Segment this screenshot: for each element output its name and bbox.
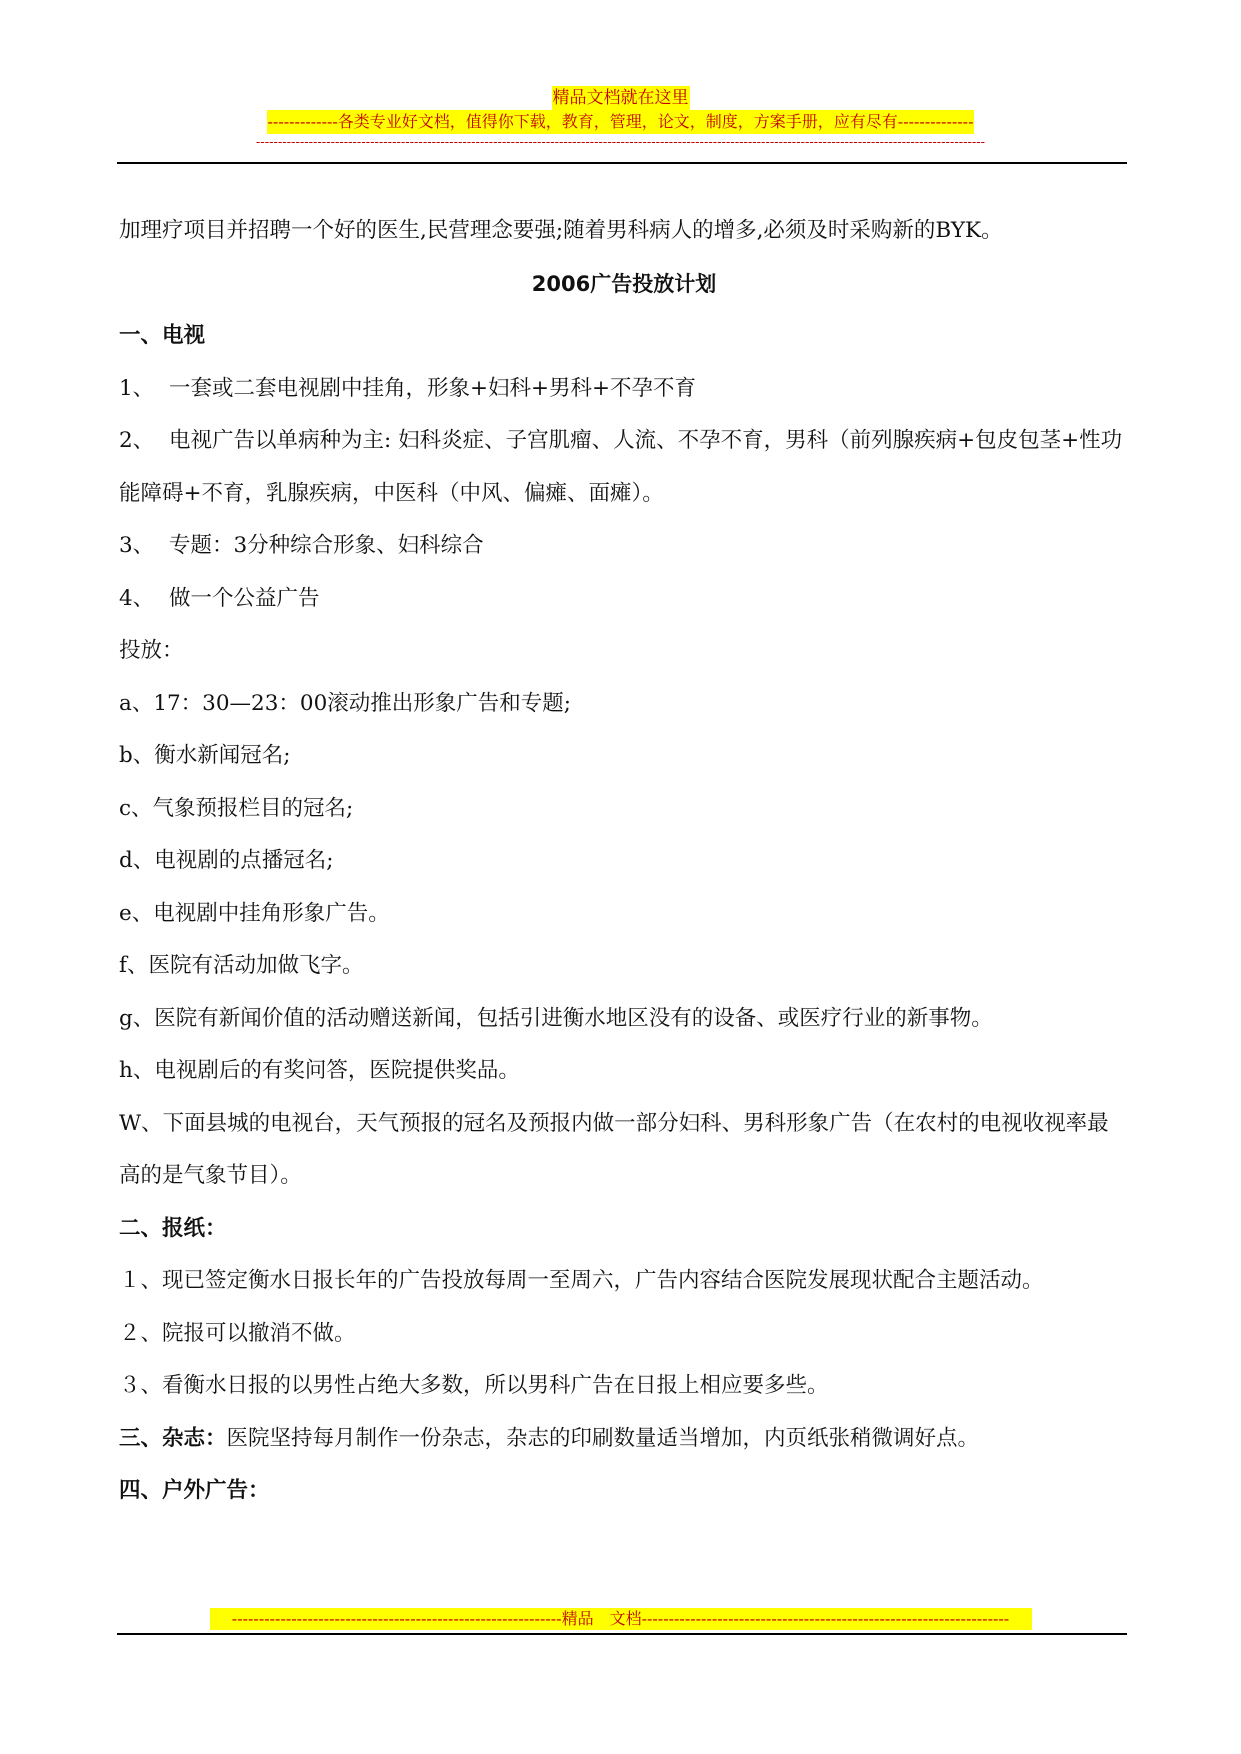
- tv-item-1: [119, 363, 1129, 416]
- tv-item-3-number: 3、: [119, 533, 155, 558]
- intro-paragraph: 加理疗项目并招聘一个好的医生,民营理念要强;随着男科病人的增多,必须及时采购新的BYK。: [119, 218, 1003, 243]
- magazine-paragraph: [119, 1413, 1129, 1466]
- header-tagline: -------------各类专业好文档，值得你下载，教育，管理，论文，制度，方案手册，应有尽有--------------: [267, 110, 975, 134]
- tv-item-2: [119, 415, 1129, 520]
- footer-banner: -------------------------------------------------------------精品 文档--------------------------------------------------------------------: [210, 1608, 1032, 1630]
- tv-item-3: [119, 520, 1129, 573]
- header-line-3: [0, 134, 1241, 159]
- placement-item-d: d、电视剧的点播冠名;: [119, 848, 334, 873]
- tv-item-3-text: 专题：3分种综合形象、妇科综合: [169, 533, 484, 558]
- placement-item-w: W、下面县城的电视台，天气预报的冠名及预报内做一部分妇科、男科形象广告（在农村的电视收视率最高的是气象节目）。: [119, 1110, 1109, 1188]
- header-rule: [117, 162, 1127, 164]
- placement-item-g: g、医院有新闻价值的活动赠送新闻，包括引进衡水地区没有的设备、或医疗行业的新事物。: [119, 1005, 993, 1031]
- placement-item-f: f、医院有活动加做飞字。: [119, 953, 364, 978]
- document-title: 2006广告投放计划: [531, 271, 717, 296]
- footer-rule: [117, 1633, 1127, 1635]
- placement-item-a: a、17：30—23：00滚动推出形象广告和专题;: [119, 690, 571, 716]
- section-heading-magazine: 三、杂志：: [119, 1425, 227, 1451]
- page-header: [0, 86, 1241, 159]
- tv-item-1-number: 1、: [119, 375, 155, 401]
- newspaper-item-1: １、现已签定衡水日报长年的广告投放每周一至周六，广告内容结合医院发展现状配合主题活动。: [119, 1268, 1044, 1293]
- placement-item-b: b、衡水新闻冠名;: [119, 743, 291, 768]
- header-title: 精品文档就在这里: [552, 88, 689, 108]
- page-footer: [0, 1608, 1241, 1636]
- tv-item-4-number: 4、: [119, 585, 155, 611]
- tv-item-2-number: 2、: [119, 428, 155, 453]
- placement-item-h: h、电视剧后的有奖问答，医院提供奖品。: [119, 1058, 520, 1083]
- magazine-text: 医院坚持每月制作一份杂志，杂志的印刷数量适当增加，内页纸张稍微调好点。: [226, 1425, 980, 1451]
- header-line-1: [0, 86, 1241, 110]
- section-heading-outdoor: 四、户外广告：: [119, 1478, 270, 1503]
- newspaper-item-2: ２、院报可以撤消不做。: [119, 1320, 356, 1346]
- tv-item-2-text: 电视广告以单病种为主: 妇科炎症、子宫肌瘤、人流、不孕不育，男科（前列腺疾病+包皮包茎+性功能障碍+不育，乳腺疾病，中医科（中风、偏瘫、面瘫）。: [119, 428, 1123, 506]
- document-body: [119, 205, 1129, 1518]
- placement-item-e: e、电视剧中挂角形象广告。: [119, 900, 390, 926]
- placement-label: 投放：: [119, 638, 184, 663]
- tv-item-4: [119, 573, 1129, 626]
- placement-item-c: c、气象预报栏目的冠名;: [119, 795, 354, 821]
- header-line-2: [0, 110, 1241, 134]
- newspaper-item-3: ３、看衡水日报的以男性占绝大多数，所以男科广告在日报上相应要多些。: [119, 1373, 829, 1398]
- section-heading-newspaper: 二、报纸：: [119, 1215, 227, 1241]
- header-dash-line: ----------------------------------------------------------------------------------------------------------------------------------------------------------------------: [255, 135, 986, 150]
- section-heading-tv: 一、电视: [119, 323, 206, 348]
- tv-item-4-text: 做一个公益广告: [169, 585, 320, 611]
- tv-item-1-text: 一套或二套电视剧中挂角，形象+妇科+男科+不孕不育: [169, 375, 697, 401]
